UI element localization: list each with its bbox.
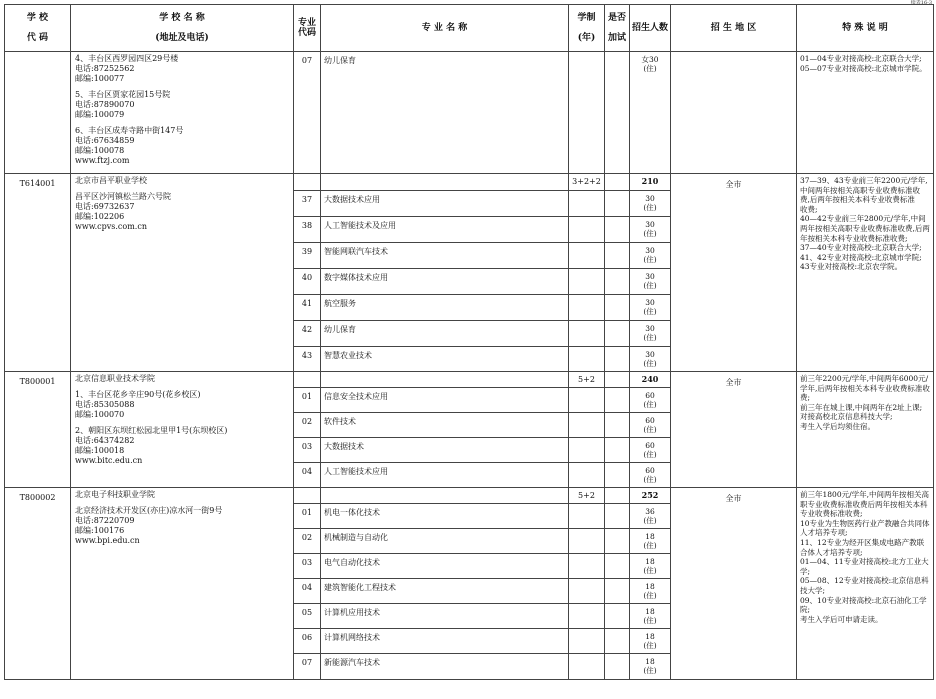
table-row: 04 建筑智能化工程技术 18 (住) — [5, 579, 934, 604]
school-info: 北京信息职业技术学院 1、丰台区花乡辛庄90号(花乡校区) 电话:85305088 邮编:100070 2、朝阳区东坝红松园北里甲1号(东坝校区) 电话:64374282 邮编:100018 www.bitc.edu.cn — [71, 372, 294, 488]
header-row — [5, 5, 934, 52]
total-quota: 210 — [630, 174, 671, 191]
col-major-code: 专业 代码 — [294, 5, 321, 52]
extra-test — [605, 52, 630, 174]
duration: 5+2 — [569, 488, 605, 504]
school-info: 4、丰台区西罗园四区29号楼 电话:87252562 邮编:100077 5、丰台区贾家花园15号院 电话:87890070 邮编:100079 6、丰台区成寿寺路中街147号 电话:67634859 邮编:100078 www.ftzj.com — [71, 52, 294, 174]
table-row — [5, 372, 934, 388]
col-school-code: 学 校 代 码 — [5, 5, 71, 52]
region — [671, 52, 797, 174]
col-extra-test: 是否 加试 — [605, 5, 630, 52]
duration: 3+2+2 — [569, 174, 605, 191]
col-duration: 学制 (年) — [569, 5, 605, 52]
table-row — [5, 488, 934, 504]
table-row: 39 智能网联汽车技术 30 (住) — [5, 243, 934, 269]
extra-test — [605, 174, 630, 191]
table-row: 03 大数据技术 60 (住) — [5, 438, 934, 463]
school-code: T800001 — [5, 372, 71, 488]
table-row — [5, 52, 934, 174]
table-row: 43 智慧农业技术 30 (住) — [5, 347, 934, 372]
total-quota: 240 — [630, 372, 671, 388]
table-row: 01 信息安全技术应用 60 (住) — [5, 388, 934, 413]
col-quota: 招生人数 — [630, 5, 671, 52]
table-row: 37 大数据技术应用 30 (住) — [5, 191, 934, 217]
table-row: 03 电气自动化技术 18 (住) — [5, 554, 934, 579]
table-row: 01 机电一体化技术 36 (住) — [5, 504, 934, 529]
school-info: 北京市昌平职业学校 昌平区沙河镇松兰路六号院 电话:69732637 邮编:102206 www.cpvs.com.cn — [71, 174, 294, 372]
col-region: 招 生 地 区 — [671, 5, 797, 52]
region: 全市 — [671, 174, 797, 372]
table-row: 42 幼儿保育 30 (住) — [5, 321, 934, 347]
table-row: 38 人工智能技术及应用 30 (住) — [5, 217, 934, 243]
table-row: 04 人工智能技术应用 60 (住) — [5, 463, 934, 488]
school-code: T614001 — [5, 174, 71, 372]
major-name: 幼儿保育 — [321, 52, 569, 174]
table-row: 41 航空服务 30 (住) — [5, 295, 934, 321]
table-row: 06 计算机网络技术 18 (住) — [5, 629, 934, 654]
region: 全市 — [671, 372, 797, 488]
table-row: 02 软件技术 60 (住) — [5, 413, 934, 438]
quota: 女30 (住) — [630, 52, 671, 174]
region: 全市 — [671, 488, 797, 680]
col-major-name: 专 业 名 称 — [321, 5, 569, 52]
table-row: 05 计算机应用技术 18 (住) — [5, 604, 934, 629]
corner-note: 续表16-3 — [910, 0, 932, 6]
table-row: 40 数字媒体技术应用 30 (住) — [5, 269, 934, 295]
duration — [569, 52, 605, 174]
special-notes: 前三年2200元/学年,中间两年6000元/学年,后两年按相关本科专业收费标准收费; 前三年在城上课,中间两年在2址上课; 对接高校北京信息科技大学; 考生入学后均须住宿。 — [797, 372, 934, 488]
duration: 5+2 — [569, 372, 605, 388]
enrollment-table — [4, 4, 934, 680]
school-info: 北京电子科技职业学院 北京经济技术开发区(亦庄)凉水河一街9号 电话:87220709 邮编:100176 www.bpi.edu.cn — [71, 488, 294, 680]
total-quota: 252 — [630, 488, 671, 504]
table-row: 07 新能源汽车技术 18 (住) — [5, 654, 934, 680]
special-notes: 01—04专业对接高校:北京联合大学; 05—07专业对接高校:北京城市学院。 — [797, 52, 934, 174]
special-notes: 37—39、43专业前三年2200元/学年, 中间两年按相关高职专业收费标准收 费,后两年按相关本科专业收费标准 收费; 40—42专业前三年2800元/学年,中间两年按相关高职专业收费标准收费,后两年按相关本科专业收费标准收费; 37—40专业对接高校:北京联合大学; 41、42专业对接高校:北京城市学院; 43专业对接高校:北京农学院。 — [797, 174, 934, 372]
col-notes: 特 殊 说 明 — [797, 5, 934, 52]
major-code: 07 — [294, 52, 321, 174]
school-code: T800002 — [5, 488, 71, 680]
special-notes: 前三年1800元/学年,中间两年按相关高职专业收费标准收费后两年按相关本科专业收费标准收费; 10专业为生物医药行业产教融合共同体人才培养专项; 11、12专业为经开区集成电路产教联合体人才培养专项; 01—04、11专业对接高校:北方工业大学; 05—08、12专业对接高校:北京信息科技大学; 09、10专业对接高校:北京石油化工学院; 考生入学后可申请走读。 — [797, 488, 934, 680]
table-row — [5, 174, 934, 191]
school-code — [5, 52, 71, 174]
col-school-name: 学 校 名 称 (地址及电话) — [71, 5, 294, 52]
table-row: 02 机械制造与自动化 18 (住) — [5, 529, 934, 554]
